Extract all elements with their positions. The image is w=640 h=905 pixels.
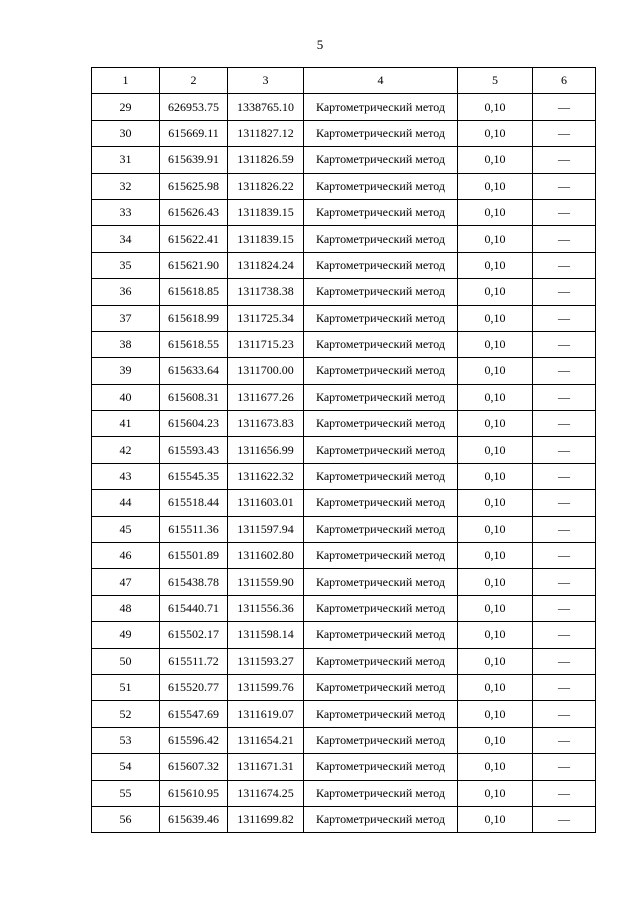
method-cell: Картометрический метод	[304, 543, 458, 569]
y-coordinate-cell: 1311738.38	[228, 279, 304, 305]
table-row	[92, 622, 596, 648]
accuracy-cell: 0,10	[458, 120, 533, 146]
accuracy-cell: 0,10	[458, 569, 533, 595]
method-cell: Картометрический метод	[304, 490, 458, 516]
method-cell: Картометрический метод	[304, 754, 458, 780]
accuracy-cell: 0,10	[458, 780, 533, 806]
notes-cell: —	[533, 279, 596, 305]
table-row	[92, 727, 596, 753]
y-coordinate-cell: 1311725.34	[228, 305, 304, 331]
notes-cell: —	[533, 780, 596, 806]
x-coordinate-cell: 615610.95	[160, 780, 228, 806]
page-number: 5	[316, 37, 324, 52]
y-coordinate-cell: 1311559.90	[228, 569, 304, 595]
y-coordinate-cell: 1311622.32	[228, 463, 304, 489]
y-coordinate-cell: 1311599.76	[228, 674, 304, 700]
accuracy-cell: 0,10	[458, 147, 533, 173]
point-number-cell: 47	[92, 569, 160, 595]
table-row	[92, 252, 596, 278]
method-cell: Картометрический метод	[304, 806, 458, 832]
accuracy-cell: 0,10	[458, 674, 533, 700]
accuracy-cell: 0,10	[458, 727, 533, 753]
notes-cell: —	[533, 147, 596, 173]
x-coordinate-cell: 615625.98	[160, 173, 228, 199]
table-row	[92, 463, 596, 489]
point-number-cell: 30	[92, 120, 160, 146]
x-coordinate-cell: 615438.78	[160, 569, 228, 595]
x-coordinate-cell: 615593.43	[160, 437, 228, 463]
y-coordinate-cell: 1311597.94	[228, 516, 304, 542]
x-coordinate-cell: 615618.55	[160, 331, 228, 357]
table-row	[92, 120, 596, 146]
table-row	[92, 780, 596, 806]
method-cell: Картометрический метод	[304, 120, 458, 146]
table-row	[92, 173, 596, 199]
y-coordinate-cell: 1311603.01	[228, 490, 304, 516]
table-body	[92, 94, 596, 833]
column-header: 4	[304, 68, 458, 94]
table-row	[92, 806, 596, 832]
method-cell: Картометрический метод	[304, 173, 458, 199]
notes-cell: —	[533, 595, 596, 621]
x-coordinate-cell: 615520.77	[160, 674, 228, 700]
method-cell: Картометрический метод	[304, 199, 458, 225]
point-number-cell: 50	[92, 648, 160, 674]
x-coordinate-cell: 615639.46	[160, 806, 228, 832]
method-cell: Картометрический метод	[304, 411, 458, 437]
notes-cell: —	[533, 94, 596, 120]
point-number-cell: 29	[92, 94, 160, 120]
table-row	[92, 331, 596, 357]
method-cell: Картометрический метод	[304, 780, 458, 806]
point-number-cell: 32	[92, 173, 160, 199]
method-cell: Картометрический метод	[304, 437, 458, 463]
point-number-cell: 42	[92, 437, 160, 463]
x-coordinate-cell: 615621.90	[160, 252, 228, 278]
point-number-cell: 52	[92, 701, 160, 727]
table-row	[92, 569, 596, 595]
y-coordinate-cell: 1311673.83	[228, 411, 304, 437]
x-coordinate-cell: 615639.91	[160, 147, 228, 173]
column-header: 3	[228, 68, 304, 94]
table-row	[92, 648, 596, 674]
method-cell: Картометрический метод	[304, 305, 458, 331]
method-cell: Картометрический метод	[304, 94, 458, 120]
method-cell: Картометрический метод	[304, 622, 458, 648]
y-coordinate-cell: 1311826.22	[228, 173, 304, 199]
method-cell: Картометрический метод	[304, 674, 458, 700]
column-header: 5	[458, 68, 533, 94]
y-coordinate-cell: 1311699.82	[228, 806, 304, 832]
table-row	[92, 595, 596, 621]
y-coordinate-cell: 1311824.24	[228, 252, 304, 278]
notes-cell: —	[533, 490, 596, 516]
table-row	[92, 305, 596, 331]
accuracy-cell: 0,10	[458, 226, 533, 252]
x-coordinate-cell: 615607.32	[160, 754, 228, 780]
y-coordinate-cell: 1311593.27	[228, 648, 304, 674]
notes-cell: —	[533, 674, 596, 700]
table-row	[92, 490, 596, 516]
notes-cell: —	[533, 305, 596, 331]
y-coordinate-cell: 1311598.14	[228, 622, 304, 648]
method-cell: Картометрический метод	[304, 516, 458, 542]
y-coordinate-cell: 1311827.12	[228, 120, 304, 146]
point-number-cell: 39	[92, 358, 160, 384]
point-number-cell: 37	[92, 305, 160, 331]
table-row	[92, 226, 596, 252]
y-coordinate-cell: 1311677.26	[228, 384, 304, 410]
table-row	[92, 279, 596, 305]
notes-cell: —	[533, 569, 596, 595]
point-number-cell: 53	[92, 727, 160, 753]
point-number-cell: 46	[92, 543, 160, 569]
table-row	[92, 94, 596, 120]
accuracy-cell: 0,10	[458, 701, 533, 727]
table-row	[92, 358, 596, 384]
accuracy-cell: 0,10	[458, 437, 533, 463]
accuracy-cell: 0,10	[458, 490, 533, 516]
method-cell: Картометрический метод	[304, 569, 458, 595]
accuracy-cell: 0,10	[458, 595, 533, 621]
y-coordinate-cell: 1311700.00	[228, 358, 304, 384]
accuracy-cell: 0,10	[458, 622, 533, 648]
point-number-cell: 41	[92, 411, 160, 437]
method-cell: Картометрический метод	[304, 384, 458, 410]
accuracy-cell: 0,10	[458, 516, 533, 542]
x-coordinate-cell: 615502.17	[160, 622, 228, 648]
notes-cell: —	[533, 358, 596, 384]
table-header-row	[92, 68, 596, 94]
point-number-cell: 34	[92, 226, 160, 252]
point-number-cell: 33	[92, 199, 160, 225]
y-coordinate-cell: 1311654.21	[228, 727, 304, 753]
accuracy-cell: 0,10	[458, 384, 533, 410]
x-coordinate-cell: 615545.35	[160, 463, 228, 489]
table-row	[92, 384, 596, 410]
table-row	[92, 147, 596, 173]
point-number-cell: 35	[92, 252, 160, 278]
x-coordinate-cell: 615596.42	[160, 727, 228, 753]
notes-cell: —	[533, 701, 596, 727]
x-coordinate-cell: 615511.36	[160, 516, 228, 542]
accuracy-cell: 0,10	[458, 754, 533, 780]
accuracy-cell: 0,10	[458, 331, 533, 357]
point-number-cell: 51	[92, 674, 160, 700]
point-number-cell: 55	[92, 780, 160, 806]
notes-cell: —	[533, 516, 596, 542]
notes-cell: —	[533, 384, 596, 410]
notes-cell: —	[533, 648, 596, 674]
accuracy-cell: 0,10	[458, 305, 533, 331]
notes-cell: —	[533, 226, 596, 252]
x-coordinate-cell: 615501.89	[160, 543, 228, 569]
accuracy-cell: 0,10	[458, 543, 533, 569]
y-coordinate-cell: 1311839.15	[228, 226, 304, 252]
y-coordinate-cell: 1311656.99	[228, 437, 304, 463]
point-number-cell: 49	[92, 622, 160, 648]
column-header: 6	[533, 68, 596, 94]
x-coordinate-cell: 615618.99	[160, 305, 228, 331]
notes-cell: —	[533, 252, 596, 278]
point-number-cell: 45	[92, 516, 160, 542]
column-header: 2	[160, 68, 228, 94]
notes-cell: —	[533, 437, 596, 463]
point-number-cell: 44	[92, 490, 160, 516]
method-cell: Картометрический метод	[304, 358, 458, 384]
accuracy-cell: 0,10	[458, 252, 533, 278]
table-row	[92, 411, 596, 437]
point-number-cell: 40	[92, 384, 160, 410]
accuracy-cell: 0,10	[458, 463, 533, 489]
x-coordinate-cell: 615440.71	[160, 595, 228, 621]
notes-cell: —	[533, 543, 596, 569]
x-coordinate-cell: 615608.31	[160, 384, 228, 410]
point-number-cell: 38	[92, 331, 160, 357]
x-coordinate-cell: 626953.75	[160, 94, 228, 120]
y-coordinate-cell: 1338765.10	[228, 94, 304, 120]
x-coordinate-cell: 615622.41	[160, 226, 228, 252]
y-coordinate-cell: 1311556.36	[228, 595, 304, 621]
method-cell: Картометрический метод	[304, 279, 458, 305]
y-coordinate-cell: 1311602.80	[228, 543, 304, 569]
method-cell: Картометрический метод	[304, 701, 458, 727]
point-number-cell: 54	[92, 754, 160, 780]
method-cell: Картометрический метод	[304, 147, 458, 173]
table-row	[92, 437, 596, 463]
accuracy-cell: 0,10	[458, 358, 533, 384]
x-coordinate-cell: 615633.64	[160, 358, 228, 384]
method-cell: Картометрический метод	[304, 648, 458, 674]
table-row	[92, 516, 596, 542]
table-row	[92, 754, 596, 780]
x-coordinate-cell: 615604.23	[160, 411, 228, 437]
x-coordinate-cell: 615547.69	[160, 701, 228, 727]
x-coordinate-cell: 615518.44	[160, 490, 228, 516]
y-coordinate-cell: 1311715.23	[228, 331, 304, 357]
y-coordinate-cell: 1311839.15	[228, 199, 304, 225]
point-number-cell: 48	[92, 595, 160, 621]
x-coordinate-cell: 615626.43	[160, 199, 228, 225]
notes-cell: —	[533, 411, 596, 437]
y-coordinate-cell: 1311674.25	[228, 780, 304, 806]
notes-cell: —	[533, 331, 596, 357]
accuracy-cell: 0,10	[458, 648, 533, 674]
x-coordinate-cell: 615511.72	[160, 648, 228, 674]
notes-cell: —	[533, 463, 596, 489]
y-coordinate-cell: 1311671.31	[228, 754, 304, 780]
notes-cell: —	[533, 120, 596, 146]
point-number-cell: 56	[92, 806, 160, 832]
coordinates-table	[91, 67, 596, 833]
notes-cell: —	[533, 173, 596, 199]
table-row	[92, 674, 596, 700]
method-cell: Картометрический метод	[304, 226, 458, 252]
method-cell: Картометрический метод	[304, 463, 458, 489]
point-number-cell: 36	[92, 279, 160, 305]
y-coordinate-cell: 1311826.59	[228, 147, 304, 173]
method-cell: Картометрический метод	[304, 595, 458, 621]
accuracy-cell: 0,10	[458, 94, 533, 120]
method-cell: Картометрический метод	[304, 252, 458, 278]
notes-cell: —	[533, 622, 596, 648]
accuracy-cell: 0,10	[458, 411, 533, 437]
method-cell: Картометрический метод	[304, 331, 458, 357]
notes-cell: —	[533, 754, 596, 780]
notes-cell: —	[533, 806, 596, 832]
table-row	[92, 701, 596, 727]
accuracy-cell: 0,10	[458, 199, 533, 225]
method-cell: Картометрический метод	[304, 727, 458, 753]
y-coordinate-cell: 1311619.07	[228, 701, 304, 727]
accuracy-cell: 0,10	[458, 173, 533, 199]
column-header: 1	[92, 68, 160, 94]
point-number-cell: 31	[92, 147, 160, 173]
accuracy-cell: 0,10	[458, 806, 533, 832]
notes-cell: —	[533, 199, 596, 225]
notes-cell: —	[533, 727, 596, 753]
x-coordinate-cell: 615669.11	[160, 120, 228, 146]
x-coordinate-cell: 615618.85	[160, 279, 228, 305]
table-row	[92, 199, 596, 225]
accuracy-cell: 0,10	[458, 279, 533, 305]
table-row	[92, 543, 596, 569]
point-number-cell: 43	[92, 463, 160, 489]
